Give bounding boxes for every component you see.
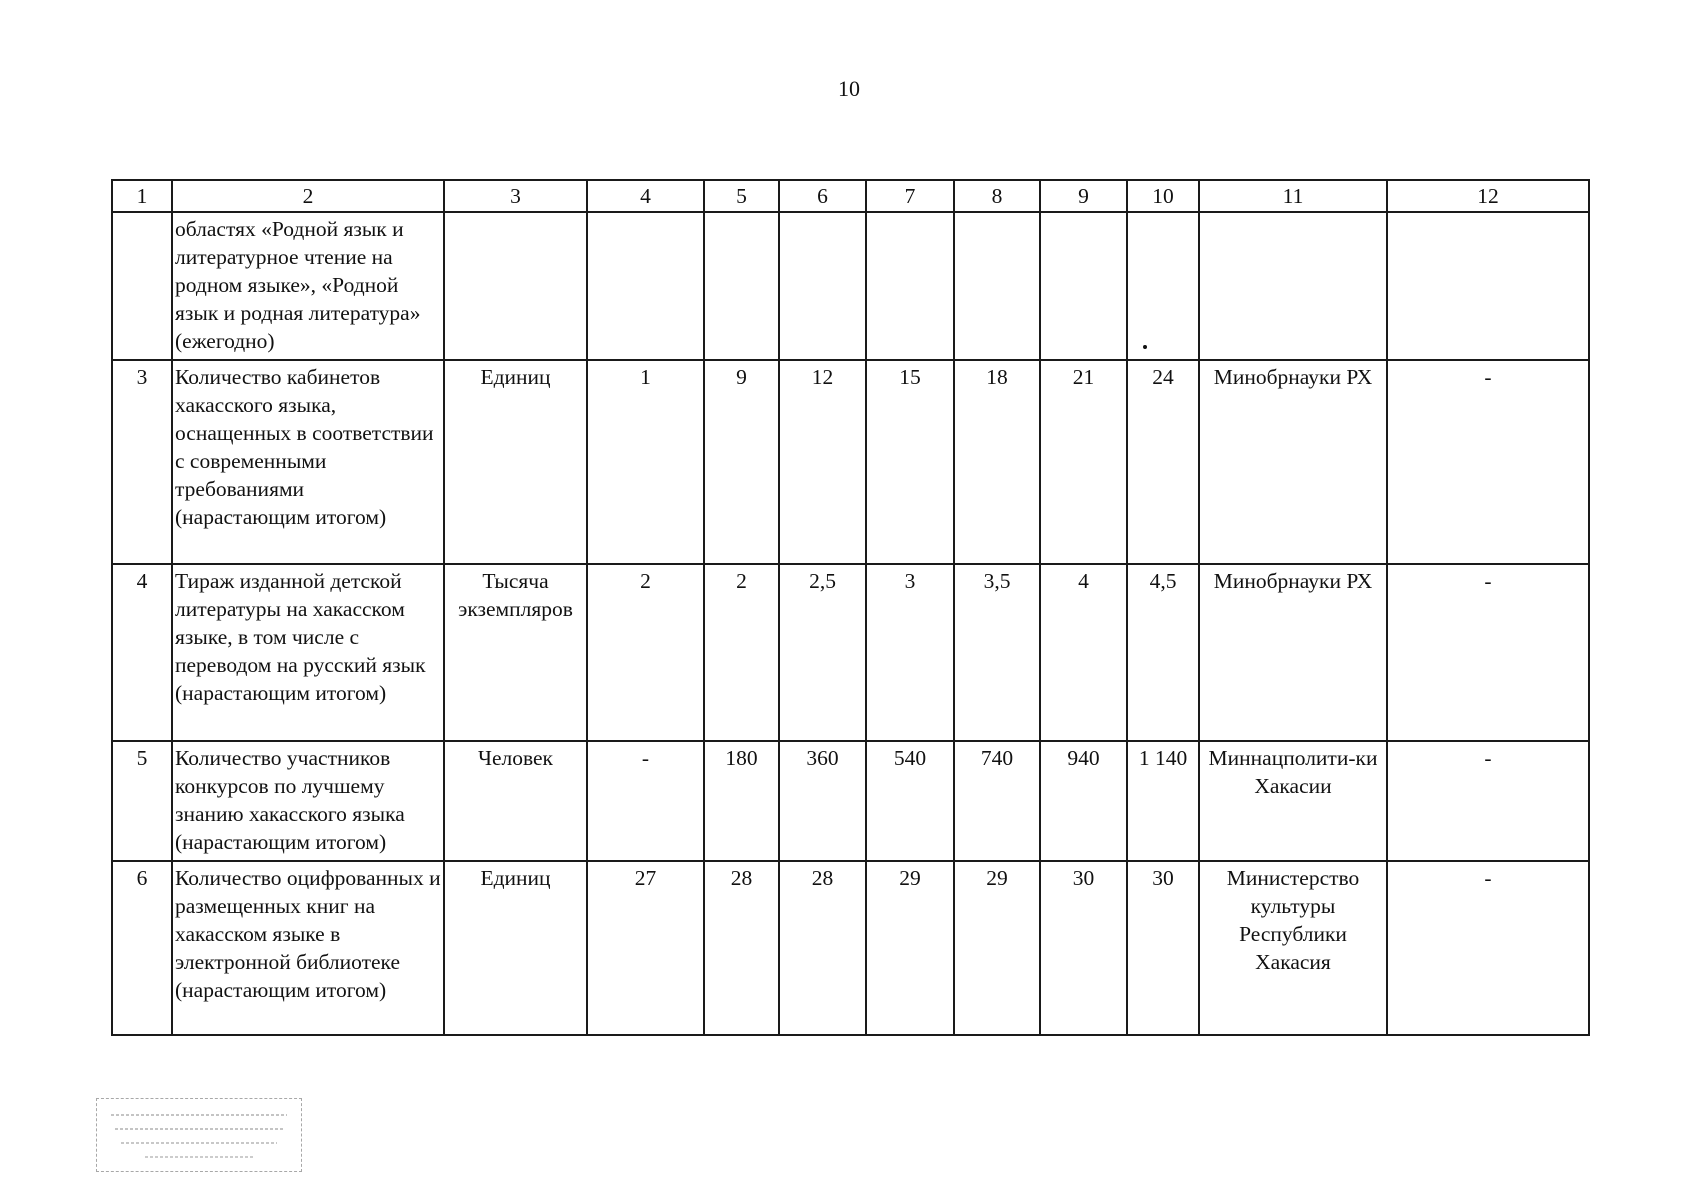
row-number: 3 — [112, 360, 172, 564]
value-cell: 28 — [704, 861, 779, 1035]
header-cell: 10 — [1127, 180, 1199, 212]
header-cell: 6 — [779, 180, 866, 212]
note-cell: - — [1387, 360, 1589, 564]
row-number: 6 — [112, 861, 172, 1035]
row-number: 4 — [112, 564, 172, 741]
value-cell: 740 — [954, 741, 1040, 861]
value-cell — [866, 212, 954, 360]
value-cell: 27 — [587, 861, 704, 1035]
value-cell — [1127, 212, 1199, 360]
indicator-name: Количество оцифрованных и размещенных книг на хакасском языке в электронной библиотеке (нарастающим итогом) — [172, 861, 444, 1035]
responsible-cell: Министерство культуры Республики Хакасия — [1199, 861, 1387, 1035]
unit-cell: Единиц — [444, 360, 587, 564]
value-cell: 1 140 — [1127, 741, 1199, 861]
value-cell: 9 — [704, 360, 779, 564]
page-number: 10 — [838, 76, 860, 101]
header-cell: 1 — [112, 180, 172, 212]
value-cell: 180 — [704, 741, 779, 861]
value-cell: 29 — [954, 861, 1040, 1035]
table-row — [112, 212, 1589, 360]
table-row — [112, 741, 1589, 861]
value-cell: 18 — [954, 360, 1040, 564]
value-cell — [704, 212, 779, 360]
indicator-name: Количество участников конкурсов по лучшему знанию хакасского языка (нарастающим итогом) — [172, 741, 444, 861]
value-cell — [954, 212, 1040, 360]
note-cell — [1387, 212, 1589, 360]
indicator-name: областях «Родной язык и литературное чтение на родном языке», «Родной язык и родная литература» (ежегодно) — [172, 212, 444, 360]
header-cell: 4 — [587, 180, 704, 212]
table-row — [112, 360, 1589, 564]
value-cell: 30 — [1127, 861, 1199, 1035]
value-cell: 15 — [866, 360, 954, 564]
value-cell: 28 — [779, 861, 866, 1035]
value-cell: 2 — [704, 564, 779, 741]
value-cell: 1 — [587, 360, 704, 564]
value-cell: 3 — [866, 564, 954, 741]
header-cell: 5 — [704, 180, 779, 212]
value-cell: 2,5 — [779, 564, 866, 741]
indicator-name: Тираж изданной детской литературы на хакасском языке, в том числе с переводом на русский язык (нарастающим итогом) — [172, 564, 444, 741]
scan-dot-mark — [1143, 345, 1147, 349]
value-cell: 940 — [1040, 741, 1127, 861]
value-cell: 4,5 — [1127, 564, 1199, 741]
indicators-table — [111, 179, 1590, 1036]
header-cell: 12 — [1387, 180, 1589, 212]
header-row — [112, 180, 1589, 212]
header-cell: 8 — [954, 180, 1040, 212]
header-cell: 3 — [444, 180, 587, 212]
header-cell: 9 — [1040, 180, 1127, 212]
note-cell: - — [1387, 741, 1589, 861]
value-cell — [779, 212, 866, 360]
responsible-cell: Минобрнауки РХ — [1199, 564, 1387, 741]
value-cell: 4 — [1040, 564, 1127, 741]
stamp-lines-icon — [105, 1105, 293, 1165]
unit-cell: Человек — [444, 741, 587, 861]
value-cell: 24 — [1127, 360, 1199, 564]
unit-cell: Единиц — [444, 861, 587, 1035]
value-cell: 540 — [866, 741, 954, 861]
responsible-cell: Минобрнауки РХ — [1199, 360, 1387, 564]
faded-stamp — [96, 1098, 302, 1172]
row-number — [112, 212, 172, 360]
value-cell: 21 — [1040, 360, 1127, 564]
note-cell: - — [1387, 861, 1589, 1035]
unit-cell — [444, 212, 587, 360]
unit-cell: Тысяча экземпляров — [444, 564, 587, 741]
responsible-cell: Миннацполити-ки Хакасии — [1199, 741, 1387, 861]
indicator-name: Количество кабинетов хакасского языка, оснащенных в соответствии с современными требованиями (нарастающим итогом) — [172, 360, 444, 564]
value-cell — [587, 212, 704, 360]
value-cell: 360 — [779, 741, 866, 861]
header-cell: 2 — [172, 180, 444, 212]
value-cell: 29 — [866, 861, 954, 1035]
value-cell: - — [587, 741, 704, 861]
table-row — [112, 564, 1589, 741]
responsible-cell — [1199, 212, 1387, 360]
header-cell: 11 — [1199, 180, 1387, 212]
value-cell — [1040, 212, 1127, 360]
header-cell: 7 — [866, 180, 954, 212]
value-cell: 30 — [1040, 861, 1127, 1035]
value-cell: 2 — [587, 564, 704, 741]
table-row — [112, 861, 1589, 1035]
row-number: 5 — [112, 741, 172, 861]
value-cell: 3,5 — [954, 564, 1040, 741]
note-cell: - — [1387, 564, 1589, 741]
value-cell: 12 — [779, 360, 866, 564]
